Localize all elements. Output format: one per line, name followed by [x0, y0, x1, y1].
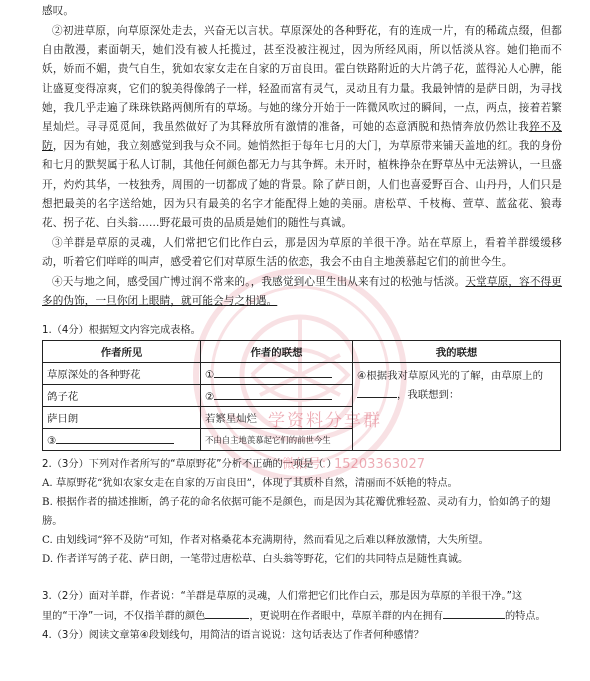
q3-text-c: ，更说明在作者眼中，草原羊群的内在拥有	[249, 611, 443, 622]
watermark-group-text: 学资料分享群	[268, 411, 382, 431]
table-row	[43, 363, 561, 385]
cell-assoc-label: ②	[205, 391, 215, 403]
underlined-sentence: 天堂草原，容不得更多的伪饰，一旦你闭上眼睛，就可能会	[42, 276, 562, 308]
passage-line-0: 感叹。	[42, 5, 75, 17]
cell-seen: 草原深处的各种野花	[43, 363, 201, 385]
cell-seen: 鸽子花	[43, 385, 201, 407]
q3-text-d: 的特点。	[504, 611, 546, 622]
cell-assoc-label: ①	[205, 369, 215, 381]
watermark-wechat-text: 微信号：15203363027	[282, 457, 425, 472]
answer-table	[42, 340, 561, 451]
paragraph-2-text-b: ，因为有她，我立刻感觉到我与众不同。她悄然拒于每年七月的大门，为草原带来铺天盖地的红。我的身份和七月的默契属于私人订制，其他任何颜色都无力与其争辉。未开时，植株挣杂在野草丛中无法辨认，一旦盛开，灼灼其华，一枝独秀，周围的一切都成了她的背景。除了萨日朗，人们也喜爱野百合、山丹丹，人们只是想把最美的名字送给她，因为只有最美的名字才能配得上她的美丽。唐松草、千枝梅、萱草、蓝盆花、狼毒花、拐子花、白头翁……野花最可贵的品质是她们的随性与真诚。	[42, 140, 562, 230]
passage-paragraph-4	[42, 273, 562, 311]
answer-blank-4a[interactable]	[357, 386, 397, 398]
answer-blank-q3a[interactable]	[205, 607, 249, 619]
question-3-stem-line2	[42, 607, 562, 626]
passage-paragraph-3: ③羊群是草原的灵魂，人们常把它们比作白云，那是因为草原的羊很干净。站在草原上，看着羊群缓缓移动，听着它们咩咩的叫声，感受着它们对草原生活的依恋，我会不由自主地羡慕起它们的前世今生。	[42, 237, 562, 269]
table-header-row	[43, 341, 561, 363]
table-header-seen: 作者所见	[43, 341, 201, 363]
question-2-stem: 2.（3分）下列对作者所写的“草原野花”分析不正确的一项是（ ）	[42, 459, 337, 470]
paragraph-2-text: ②初进草原，向草原深处走去，兴奋无以言状。草原深处的各种野花，有的连成一片，有的稀疏点缀，但都自由散漫，素面朝天，她们没有被人托揽过，甚至没被注视过，因为所经风雨，所以恬淡从容。她们艳而不妖，娇而不媚，贵气自生，犹如农家女走在自家的万亩良田。霍白铁路附近的大片鸽子花，蓝得沁人心脾，能让盛夏变得凉爽，它们的貌美得像鸽子一样，轻盈而富有灵气，灵动且有力量。我最钟情的是萨日朗，为寻找她，我几乎走遍了珠珠铁路两侧所有的草场。与她的缘分开始于一阵微风吹过的瞬间，一点，两点，接着若繁星灿烂。寻寻觅觅间，我虽然做好了为其释放所有激情的准备，可她的态意洒脱和热情奔放仍然让我	[42, 25, 562, 134]
option-b[interactable]: B. 根据作者的描述推断，鸽子花的命名依据可能不是颜色，而是因为其花瓣优雅轻盈、灵动有力，恰如鸽子的翅膀。	[42, 496, 551, 527]
cell-my-association[interactable]	[353, 363, 561, 451]
paragraph-4-text-b: ，我感觉到心里生出从来有过的松弛与恬淡。	[250, 276, 466, 288]
question-4-stem: 4.（3分）阅读文章第④段划线句，用简洁的语言说说：这句话表达了作者何种感情？	[42, 630, 424, 641]
q3-text-b: 里的“干净”一词，不仅指羊群的颜色	[42, 611, 206, 622]
answer-blank-3[interactable]	[56, 432, 174, 444]
cell-assoc: 不由自主地羡慕起它们的前世今生	[201, 429, 353, 451]
option-d[interactable]: D. 作者详写鸽子花、萨日朗，一笔带过唐松草、白头翁等野花，它们的共同特点是随性真诚。	[42, 553, 469, 565]
answer-blank-q3b[interactable]	[443, 607, 505, 619]
passage-paragraph-2	[42, 22, 562, 233]
question-1-stem: 1.（4分）根据短文内容完成表格。	[42, 325, 201, 336]
underlined-sentence-b: 与之相遇。	[223, 295, 278, 308]
table-header-assoc: 作者的联想	[201, 341, 353, 363]
my-association-prompt: ④根据我对草原风光的了解，由草原上的	[357, 370, 543, 382]
answer-blank-2[interactable]	[214, 388, 332, 400]
cell-assoc: 若繁星灿烂	[201, 407, 353, 429]
question-3-stem-line1: 3.（2分）面对羊群，作者说：“羊群是草原的灵魂，人们常把它们比作白云，那是因为草原的羊很干净。”这	[42, 591, 523, 602]
option-c[interactable]: C. 由划线词“猝不及防”可知，作者对格桑花本充满期待，然而看见之后难以释放激情，大失所望。	[42, 534, 489, 546]
cell-assoc[interactable]	[201, 363, 353, 385]
cell-assoc[interactable]	[201, 385, 353, 407]
paragraph-4-text-a: ④天与地之间，感受国广博过润不常来的。	[52, 276, 251, 288]
underlined-phrase: 猝不及防	[42, 121, 562, 153]
answer-blank-1[interactable]	[214, 366, 332, 378]
cell-seen-label: ③	[47, 435, 57, 447]
option-a[interactable]: A. 草原野花“犹如农家女走在自家的万亩良田”，体现了其质朴自然，清丽而不妖艳的特点。	[42, 477, 458, 489]
table-header-mine: 我的联想	[353, 341, 561, 363]
cell-seen[interactable]	[43, 429, 201, 451]
my-association-prompt-b: ，我联想到：	[397, 389, 460, 401]
cell-seen: 萨日朗	[43, 407, 201, 429]
